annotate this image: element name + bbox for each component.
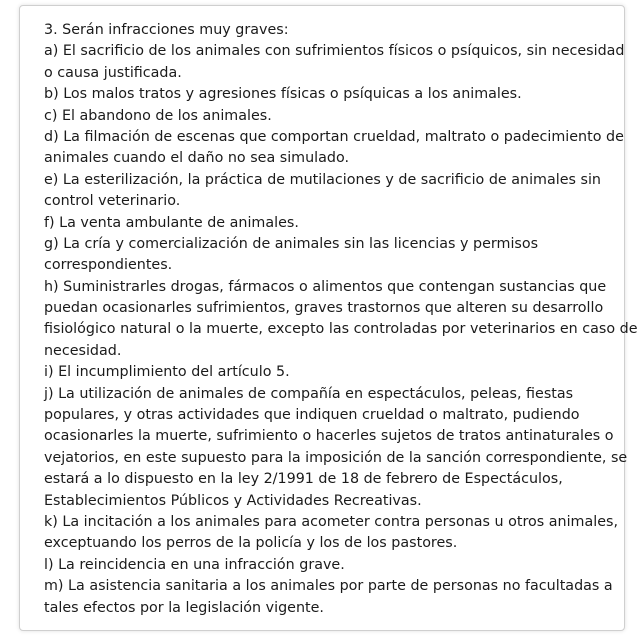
item-f: f) La venta ambulante de animales. [44,214,299,231]
item-m-line-2: tales efectos por la legislación vigente. [44,599,324,616]
item-h-line-1: h) Suministrarles drogas, fármacos o alimentos que contengan sustancias que [44,278,607,295]
item-k-line-1: k) La incitación a los animales para acometer contra personas u otros animales, [44,513,619,530]
item-h-line-4: necesidad. [44,342,122,359]
item-j-line-5: estará a lo dispuesto en la ley 2/1991 de 18 de febrero de Espectáculos, [44,471,563,488]
item-i: i) El incumplimiento del artículo 5. [44,364,290,381]
item-a-line-2: o causa justificada. [44,64,182,81]
section-heading: 3. Serán infracciones muy graves: [44,22,289,38]
item-j-line-6: Establecimientos Públicos y Actividades Recreativas. [44,492,422,509]
item-d-line-1: d) La filmación de escenas que comportan crueldad, maltrato o padecimiento de [44,128,624,145]
item-m-line-1: m) La asistencia sanitaria a los animales por parte de personas no facultadas a [44,578,613,595]
item-b: b) Los malos tratos y agresiones físicas o psíquicas a los animales. [44,86,522,103]
item-d-line-2: animales cuando el daño no sea simulado. [44,150,350,167]
item-j-line-4: vejatorios, en este supuesto para la imposición de la sanción correspondiente, se [44,449,628,466]
item-h-line-2: puedan ocasionarles sufrimientos, graves trastornos que alteren su desarrollo [44,300,604,317]
document-card [19,5,638,631]
item-j-line-3: ocasionarles la muerte, sufrimiento o hacerles sujetos de tratos antinaturales o [44,428,614,445]
item-c: c) El abandono de los animales. [44,107,272,124]
item-j-line-1: j) La utilización de animales de compañía en espectáculos, peleas, fiestas [44,385,574,402]
item-k-line-2: exceptuando los perros de la policía y los de los pastores. [44,535,458,552]
item-l: l) La reincidencia en una infracción grave. [44,556,345,573]
item-g-line-1: g) La cría y comercialización de animales sin las licencias y permisos [44,235,539,252]
item-j-line-2: populares, y otras actividades que indiquen crueldad o maltrato, pudiendo [44,407,580,424]
item-a-line-1: a) El sacrificio de los animales con sufrimientos físicos o psíquicos, sin necesidad [44,43,625,60]
item-h-line-3: fisiológico natural o la muerte, excepto las controladas por veterinarios en caso de [44,321,638,338]
item-g-line-2: correspondientes. [44,257,173,274]
item-e-line-2: control veterinario. [44,193,181,210]
item-e-line-1: e) La esterilización, la práctica de mutilaciones y de sacrificio de animales sin [44,171,601,188]
